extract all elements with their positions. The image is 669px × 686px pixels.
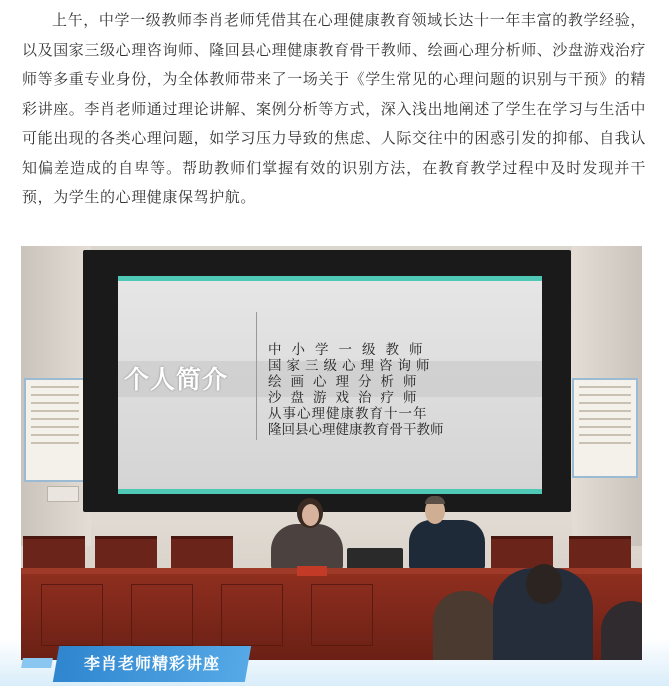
screen-title: 个人简介 <box>124 365 229 394</box>
speaker-man-hair <box>425 496 445 504</box>
display-screen <box>118 276 542 494</box>
article-paragraph: 上午，中学一级教师李肖老师凭借其在心理健康教育领域长达十一年丰富的教学经验，以及国家三级心理咨询师、隆回县心理健康教育骨干教师、绘画心理分析师、沙盘游戏治疗师等多重专业身份，为全体教师带来了一场关于《学生常见的心理问题的识别与干预》的精彩讲座。李肖老师通过理论讲解、案例分析等方式，深入浅出地阐述了学生在学习与生活中可能出现的各类心理问题，如学习压力导致的焦虑、人际交往中的困惑引发的抑郁、自我认知偏差造成的自卑等。帮助教师们掌握有效的识别方法，在教育教学过程中及时发现并干预，为学生的心理健康保驾护航。 <box>22 11 647 206</box>
nameplate <box>297 566 327 576</box>
audience-member <box>433 591 497 660</box>
screen-accent-bar-top <box>118 276 542 281</box>
speaker-woman-body <box>271 524 343 570</box>
screen-credentials-list <box>268 342 468 438</box>
screen-line: 绘画心理分析师 <box>268 374 426 390</box>
table-panel <box>131 584 193 646</box>
wall-outlet <box>47 486 79 502</box>
audience-member-head <box>526 564 562 604</box>
table-panel <box>41 584 103 646</box>
screen-line: 隆回县心理健康教育骨干教师 <box>268 422 444 438</box>
screen-accent-bar-bottom <box>118 489 542 494</box>
display-screen-frame <box>83 250 571 512</box>
wall-poster-right <box>572 378 638 478</box>
table-panel <box>221 584 283 646</box>
lecture-photo <box>21 246 642 660</box>
wall-poster-left <box>24 378 86 482</box>
screen-line: 国家三级心理咨询师 <box>268 358 435 374</box>
screen-line: 沙盘游戏治疗师 <box>268 390 426 406</box>
table-panel <box>311 584 373 646</box>
speaker-woman-face <box>302 504 319 526</box>
screen-line: 中小学一级教师 <box>268 342 433 358</box>
screen-divider <box>256 312 257 440</box>
photo-caption: 李肖老师精彩讲座 <box>83 654 220 673</box>
screen-line: 从事心理健康教育十一年 <box>268 406 428 422</box>
caption-accent <box>21 658 53 668</box>
speaker-man-body <box>409 520 485 570</box>
